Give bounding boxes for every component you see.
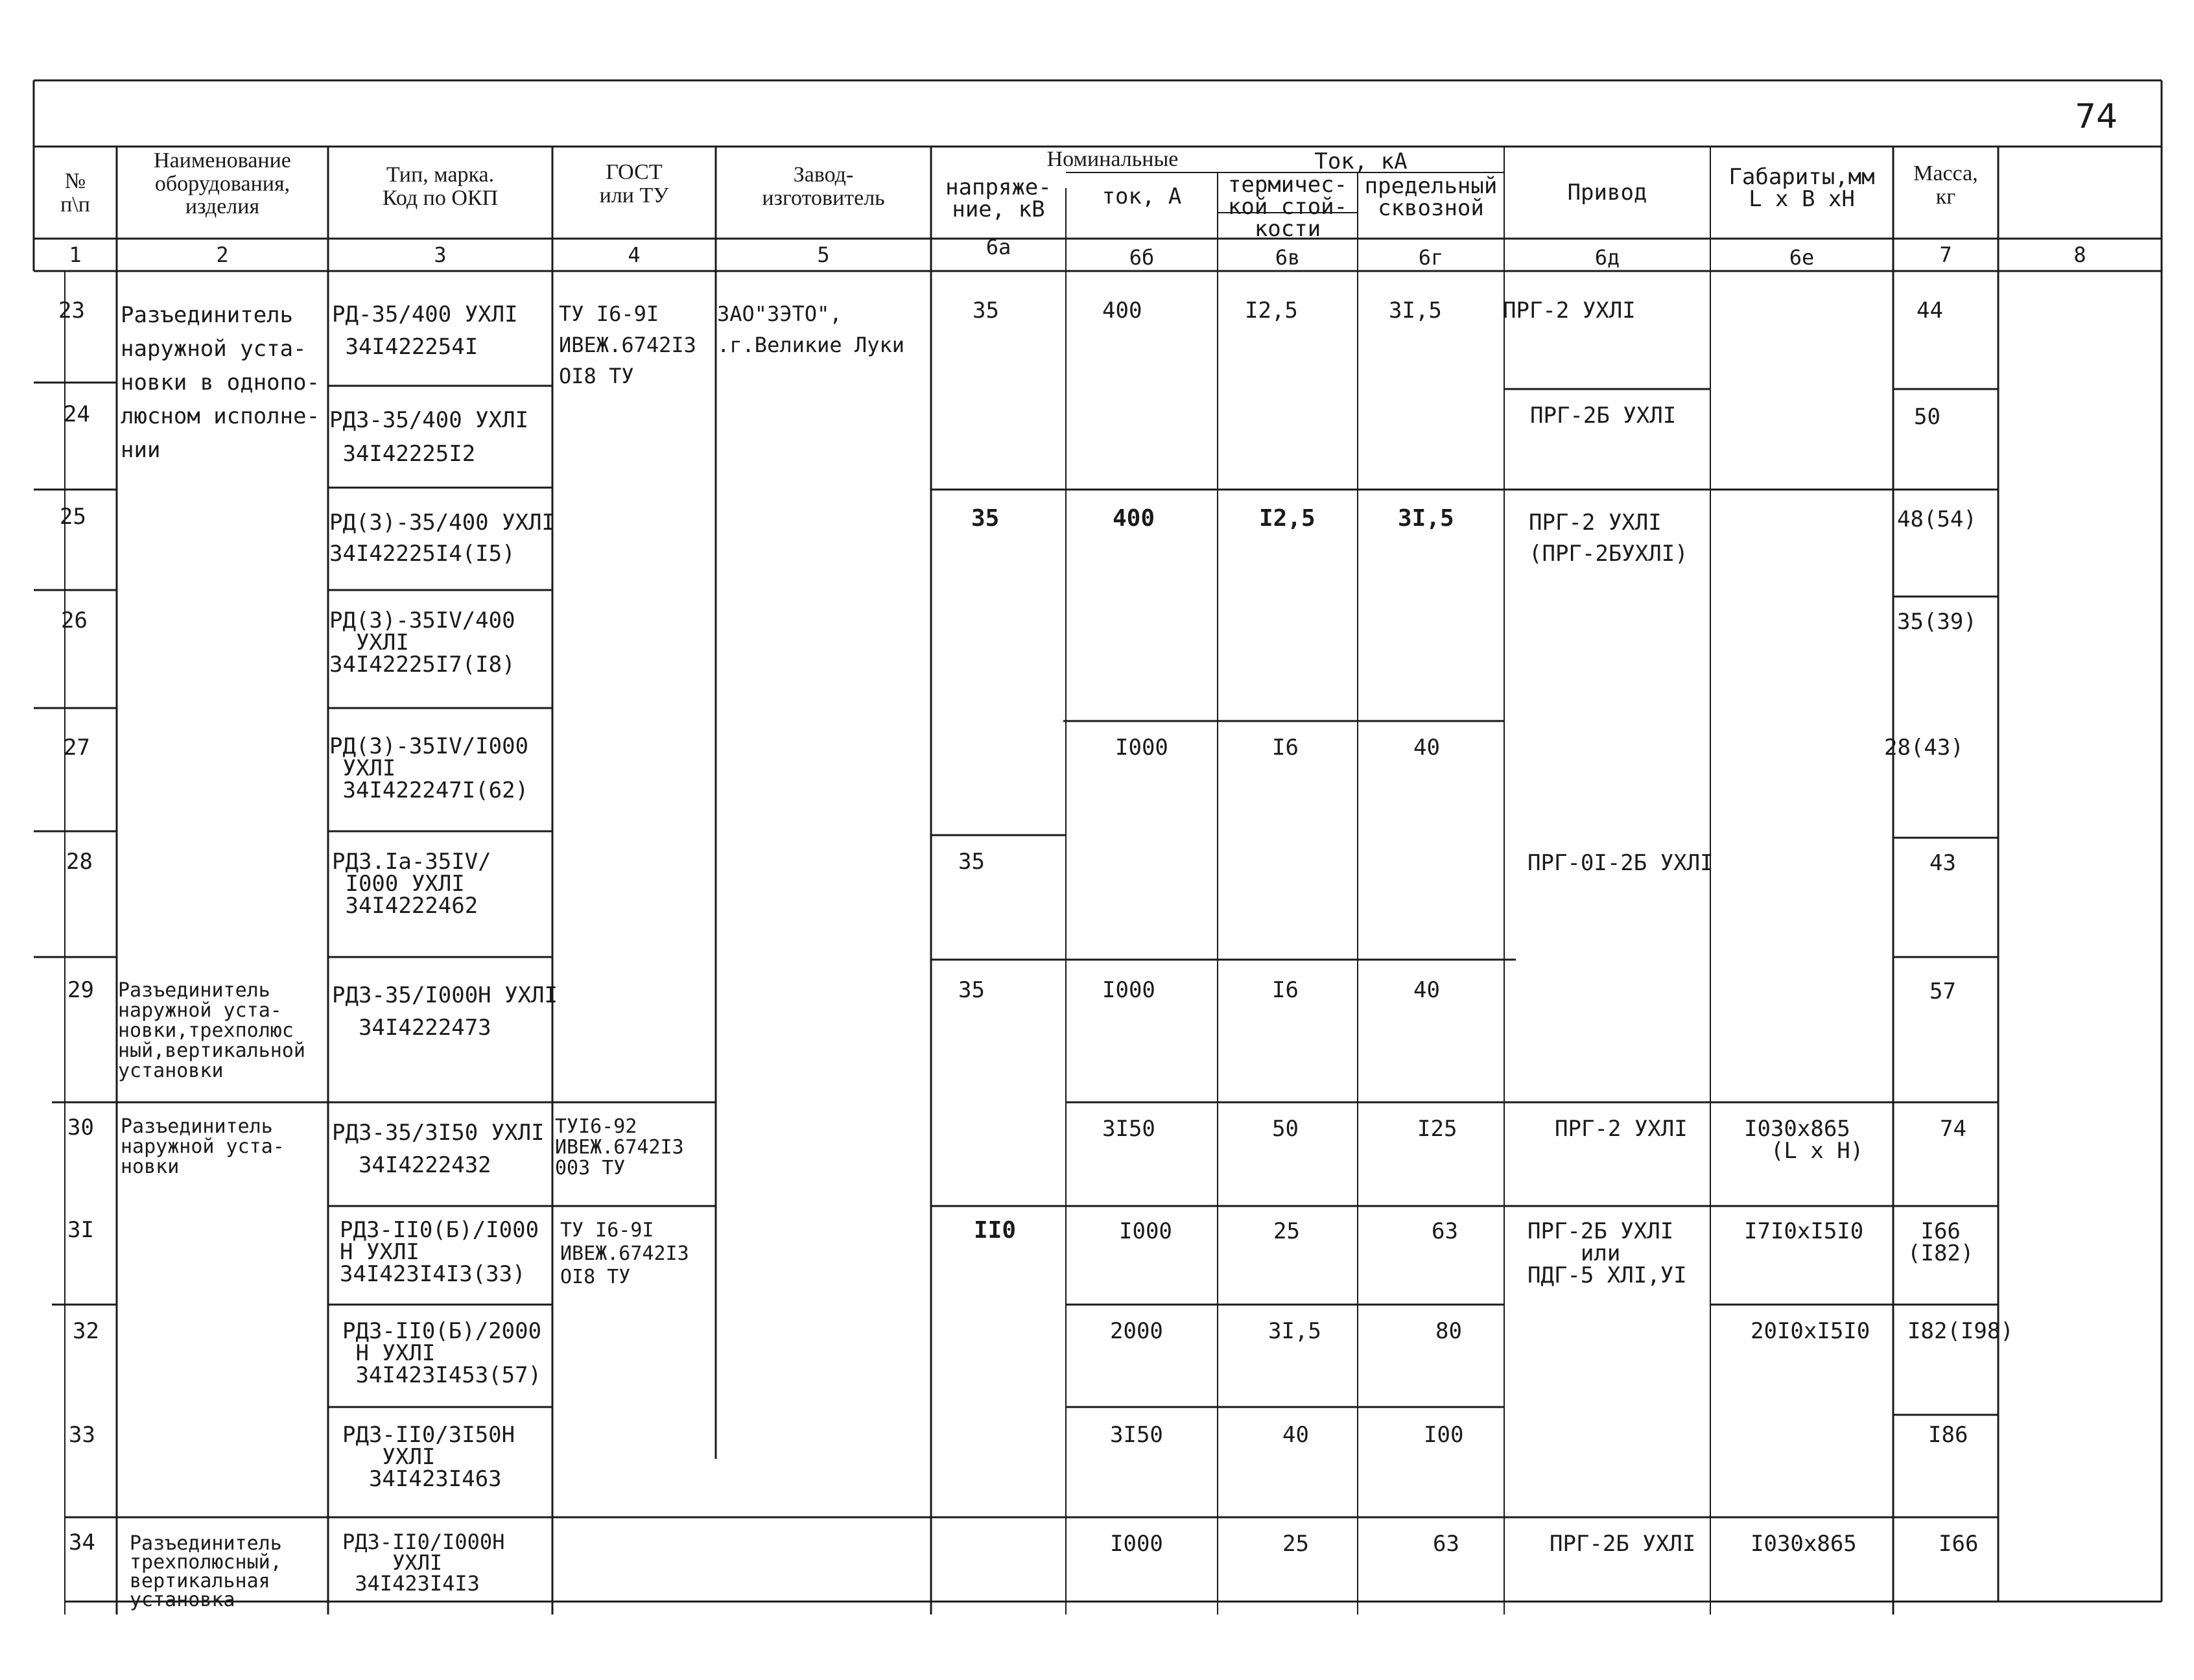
- row-25-type: РД(З)-35/400 УХЛI 34I42225I4(I5): [329, 510, 555, 567]
- row-23-no: 23: [58, 298, 85, 324]
- header-index-7: 7: [1939, 243, 1952, 267]
- header-col-maker: Завод- изготовитель: [762, 163, 885, 210]
- row-25-thermal: I2,5: [1259, 505, 1315, 532]
- header-index-5: 5: [817, 243, 830, 267]
- row-34-mass: I66: [1939, 1531, 1979, 1557]
- row-23-thermal: I2,5: [1245, 298, 1298, 324]
- header-index-6v: 6в: [1275, 245, 1301, 270]
- row-30-type: РДЗ-35/3I50 УХЛI 34I4222432: [332, 1120, 545, 1178]
- row-26-mass: 35(39): [1897, 609, 1977, 635]
- header-index-6e: 6е: [1789, 245, 1815, 270]
- row-29-thermal: I6: [1272, 977, 1299, 1003]
- row-29-voltage: 35: [958, 977, 985, 1003]
- header-index-6g: 6г: [1418, 245, 1444, 270]
- row-31-current: I000: [1119, 1218, 1172, 1244]
- row-33-no: 33: [69, 1422, 95, 1448]
- row-24-drive: ПРГ-2Б УХЛI: [1530, 403, 1677, 429]
- row-31-drive: ПРГ-2Б УХЛI или ПДГ-5 ХЛI,УI: [1528, 1218, 1687, 1288]
- row-32-current: 2000: [1110, 1318, 1163, 1344]
- row-30-through: I25: [1417, 1116, 1457, 1142]
- header-col-name: Наименование оборудования, изделия: [154, 148, 291, 219]
- row-31-type: РДЗ-II0(Б)/I000 Н УХЛI 34I423I4I3(33): [340, 1217, 539, 1287]
- header-index-2: 2: [216, 243, 229, 267]
- page-number: 74: [2075, 97, 2118, 136]
- header-col-dims: Габариты,мм L x B xH: [1728, 164, 1875, 212]
- row-28-mass: 43: [1929, 850, 1956, 876]
- row-30-current: 3I50: [1102, 1116, 1155, 1142]
- row-34-thermal: 25: [1282, 1531, 1309, 1557]
- row-33-mass: I86: [1928, 1422, 1968, 1448]
- row-24-type: РДЗ-35/400 УХЛI 34I42225I2: [329, 407, 529, 467]
- row-25-mass: 48(54): [1897, 506, 1977, 532]
- row-25-voltage: 35: [971, 505, 1000, 532]
- row-32-dims: 20I0xI5I0: [1751, 1318, 1870, 1344]
- row-27-thermal: I6: [1272, 735, 1299, 761]
- row-25-no: 25: [60, 504, 86, 530]
- header-col-current: ток, А: [1102, 183, 1182, 209]
- header-group-nominal: Номинальные: [1046, 147, 1179, 171]
- row-30-dims: I030x865 (L x H): [1744, 1116, 1864, 1164]
- row-23-voltage: 35: [973, 298, 999, 324]
- header-index-6d: 6д: [1594, 245, 1620, 270]
- header-index-6b: 6б: [1129, 245, 1155, 270]
- row-28-drive: ПРГ-0I-2Б УХЛI: [1528, 850, 1714, 876]
- row-25-drive: ПРГ-2 УХЛI (ПРГ-2БУХЛI): [1529, 510, 1688, 567]
- row-32-type: РДЗ-II0(Б)/2000 Н УХЛI 34I423I453(57): [342, 1318, 542, 1388]
- header-index-8: 8: [2073, 243, 2086, 267]
- row-31-no: 3I: [67, 1217, 94, 1243]
- row-33-through: I00: [1424, 1422, 1464, 1448]
- row-25-current: 400: [1113, 505, 1155, 532]
- row-29-no: 29: [67, 977, 94, 1003]
- row-32-no: 32: [73, 1318, 99, 1344]
- header-index-3: 3: [434, 243, 447, 267]
- header-index-4: 4: [628, 243, 641, 267]
- row-32-mass: I82(I98): [1907, 1318, 2014, 1344]
- header-col-thermal: термичес- кой стой- кости: [1227, 172, 1348, 242]
- row-31-dims: I7I0xI5I0: [1744, 1218, 1864, 1244]
- header-col-voltage: напряже- ние, кВ: [945, 174, 1052, 222]
- gost-cell-2: ТУI6-92 ИВЕЖ.6742I3 003 ТУ: [555, 1115, 684, 1179]
- row-23-mass: 44: [1917, 298, 1943, 324]
- row-23-drive: ПРГ-2 УХЛI: [1503, 298, 1636, 324]
- row-31-thermal: 25: [1273, 1218, 1300, 1244]
- row-26-type: РД(З)-35IV/400 УХЛI 34I42225I7(I8): [329, 608, 515, 678]
- gost-cell-3: ТУ I6-9I ИВЕЖ.6742I3 OI8 ТУ: [560, 1219, 689, 1288]
- header-col-drive: Привод: [1567, 180, 1647, 206]
- row-28-no: 28: [66, 849, 93, 875]
- row-24-mass: 50: [1914, 404, 1940, 430]
- row-23-type: РД-35/400 УХЛI 34I422254I: [332, 302, 518, 360]
- header-index-1: 1: [69, 243, 82, 267]
- row-30-drive: ПРГ-2 УХЛI: [1555, 1116, 1688, 1142]
- row-34-no: 34: [69, 1530, 95, 1556]
- row-34-through: 63: [1433, 1531, 1459, 1557]
- row-23-through: 3I,5: [1389, 298, 1442, 324]
- header-col-through: предельный сквозной: [1364, 173, 1498, 221]
- row-27-through: 40: [1413, 735, 1440, 761]
- header-index-6a: 6а: [985, 235, 1011, 259]
- gost-cell-1: ТУ I6-9I ИВЕЖ.6742I3 OI8 ТУ: [559, 302, 696, 388]
- row-23-current: 400: [1102, 298, 1142, 324]
- row-29-type: РДЗ-35/I000Н УХЛI 34I4222473: [332, 982, 558, 1041]
- row-34-type: РДЗ-II0/I000Н УХЛI 34I423I4I3: [342, 1530, 505, 1596]
- header-col-type: Тип, марка. Код по ОКП: [382, 163, 499, 210]
- row-34-dims: I030x865: [1751, 1531, 1857, 1557]
- header-col-gost: ГОСТ или ТУ: [599, 160, 669, 207]
- row-27-type: РД(З)-35IV/I000 УХЛI 34I422247I(62): [329, 733, 529, 803]
- row-30-no: 30: [67, 1115, 94, 1141]
- header-col-no: № п\п: [60, 169, 90, 217]
- row-25-through: 3I,5: [1398, 505, 1454, 532]
- row-34-current: I000: [1110, 1531, 1163, 1557]
- row-32-through: 80: [1435, 1318, 1462, 1344]
- row-27-no: 27: [64, 735, 90, 761]
- manufacturer-cell: ЗАО"ЗЭТО", .г.Великие Луки: [717, 302, 904, 357]
- row-31-mass: I66 (I82): [1907, 1218, 1974, 1266]
- row-28-voltage: 35: [958, 849, 985, 875]
- row-27-current: I000: [1115, 735, 1168, 761]
- row-33-type: РДЗ-II0/3I50Н УХЛI 34I423I463: [342, 1422, 515, 1492]
- header-col-mass: Масса, кг: [1913, 161, 1978, 209]
- equipment-name-group2: Разъединитель наружной уста- новки,трехполюс ный,вертикальной установки: [118, 979, 305, 1082]
- row-30-thermal: 50: [1272, 1116, 1299, 1142]
- row-31-through: 63: [1432, 1218, 1458, 1244]
- equipment-name-group4: Разъединитель трехполюсный, вертикальная установка: [130, 1532, 282, 1611]
- row-29-current: I000: [1102, 977, 1155, 1003]
- row-24-no: 24: [64, 401, 90, 427]
- row-30-mass: 74: [1940, 1116, 1966, 1142]
- row-32-thermal: 3I,5: [1268, 1318, 1321, 1344]
- row-29-mass: 57: [1929, 978, 1956, 1004]
- row-33-thermal: 40: [1282, 1422, 1309, 1448]
- row-28-type: РДЗ.Ia-35IV/ I000 УХЛI 34I4222462: [332, 849, 491, 919]
- row-31-voltage: II0: [974, 1217, 1017, 1244]
- row-29-through: 40: [1413, 977, 1440, 1003]
- equipment-name-group1: Разъединитель наружной уста- новки в однопо- люсном исполне- нии: [121, 302, 320, 463]
- row-34-drive: ПРГ-2Б УХЛI: [1550, 1531, 1696, 1557]
- header-group-current: Ток, кА: [1314, 148, 1408, 174]
- equipment-name-group3: Разъединитель наружной уста- новки: [121, 1115, 285, 1178]
- row-27-mass: 28(43): [1884, 735, 1964, 761]
- row-33-current: 3I50: [1110, 1422, 1163, 1448]
- row-26-no: 26: [61, 608, 88, 633]
